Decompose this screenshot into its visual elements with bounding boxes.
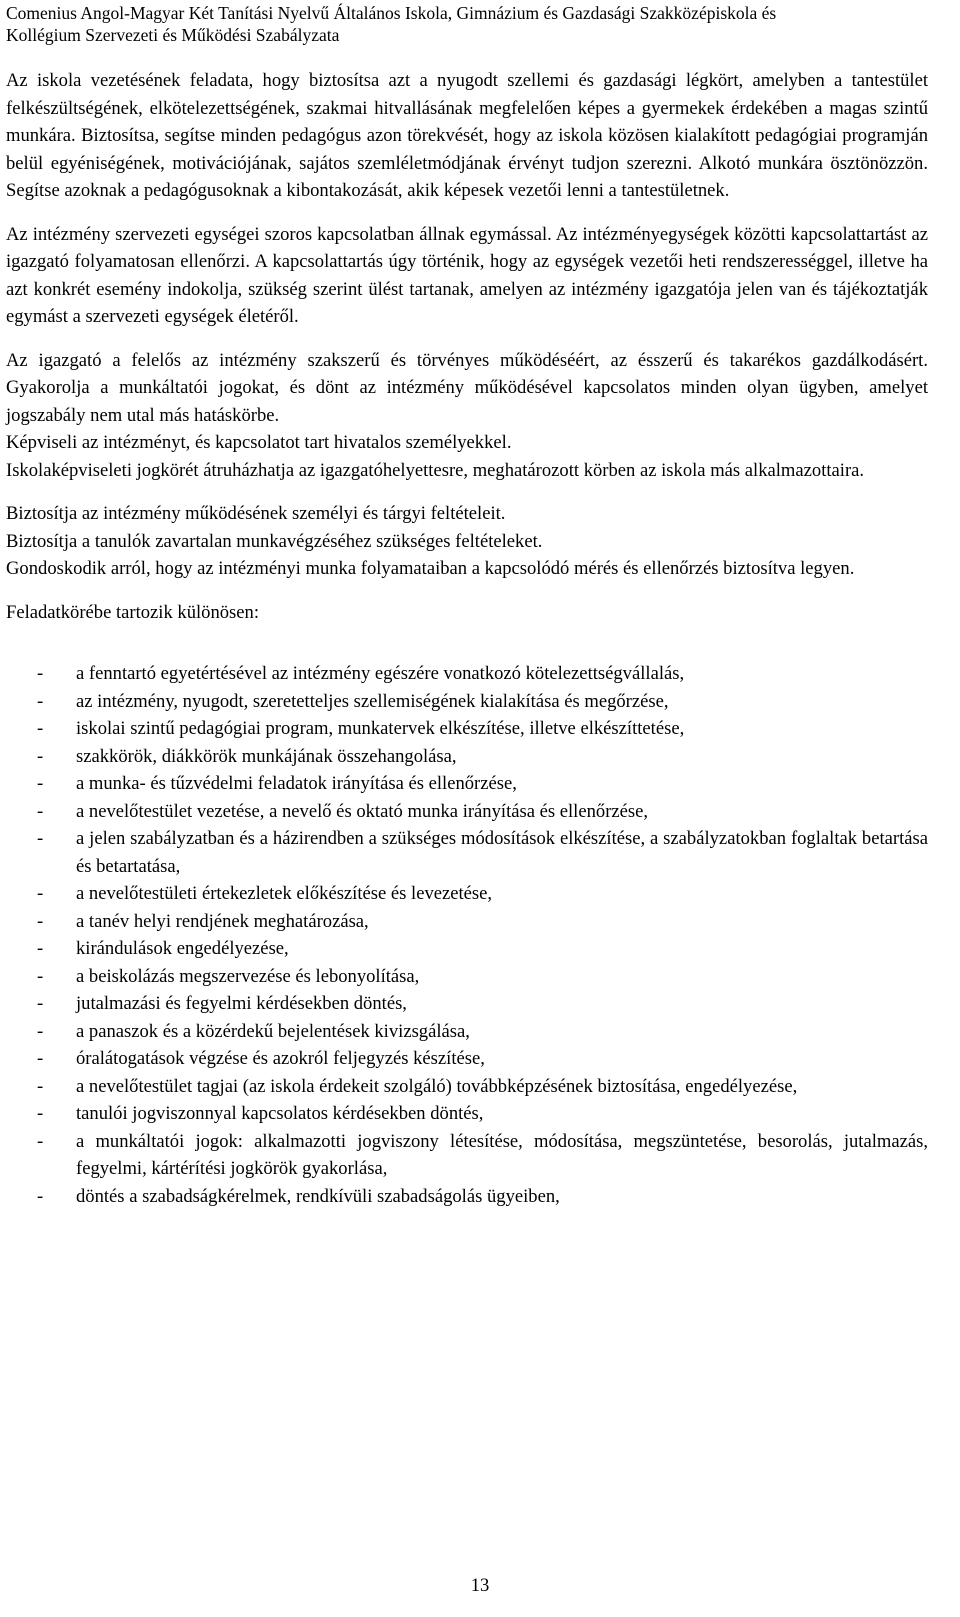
paragraph-organizational-units: Az intézmény szervezeti egységei szoros kapcsolatban állnak egymással. Az intézményegységek közötti kapcsolattartást az igazgató folyamatosan ellenőrzi. A kapcsolattartás úgy történik, hogy az egységek vezetői heti rendszerességgel, illetve ha azt konkrét esemény indokolja, szükség szerint ülést tartanak, amelyen az intézmény igazgatója jelen van és tájékoztatják egymást a szervezeti egységek életéről. [6,223,928,327]
list-bullet: - [37,718,44,739]
list-item-text: a beiskolázás megszervezése és lebonyolítása, [76,965,420,987]
list-item [6,715,928,743]
list-bullet: - [37,910,44,932]
list-bullet: - [37,690,44,712]
list-bullet: - [37,1075,44,1097]
list-item-text: az intézmény, nyugodt, szeretetteljes szellemiségének kialakítása és megőrzése, [76,690,669,712]
header-line-2: Kollégium Szervezeti és Működési Szabályzata [6,25,340,45]
list-item-text: döntés a szabadságkérelmek, rendkívüli szabadságolás ügyeiben, [76,1185,560,1207]
list-item [6,660,928,688]
tasks-heading: Feladatkörébe tartozik különösen: [6,601,260,623]
page-number: 13 [470,1575,490,1596]
list-item-text: a nevelőtestületi értekezletek előkészítése és levezetése, [76,883,493,904]
list-item [6,1018,928,1046]
paragraph-group-conditions [6,500,928,583]
list-item-text: a jelen szabályzatban és a házirendben a szükséges módosítások elkészítése, a szabályzatokban foglaltak betartása és betartatása, [76,828,928,877]
list-item-text: a munka- és tűzvédelmi feladatok irányítása és ellenőrzése, [76,773,517,794]
list-item-text: tanulói jogviszonnyal kapcsolatos kérdésekben döntés, [76,1103,484,1124]
list-item [6,935,928,963]
list-bullet: - [37,1048,44,1069]
list-bullet: - [37,800,44,822]
list-item [6,743,928,771]
list-item-text: iskolai szintű pedagógiai program, munkatervek elkészítése, illetve elkészíttetése, [76,718,685,739]
list-item [6,1045,928,1073]
list-item [6,1100,928,1128]
list-item [6,908,928,936]
list-item-text: jutalmazási és fegyelmi kérdésekben döntés, [76,993,407,1014]
paragraph-delegation: Iskolaképviseleti jogkörét átruházhatja az igazgatóhelyettesre, meghatározott körben az iskola más alkalmazottaira. [6,459,865,481]
task-list [6,660,928,1210]
list-item-text: a tanév helyi rendjének meghatározása, [76,910,369,932]
list-item-text: a fenntartó egyetértésével az intézmény egészére vonatkozó kötelezettségvállalás, [76,663,685,684]
header-line-1: Comenius Angol-Magyar Két Tanítási Nyelvű Általános Iskola, Gimnázium és Gazdasági Szakközépiskola és [6,3,777,23]
list-item [6,990,928,1018]
list-item [6,1073,928,1101]
list-bullet: - [37,1130,44,1152]
list-item-text: a nevelőtestület tagjai (az iskola érdekeit szolgáló) továbbképzésének biztosítása, engedélyezése, [76,1075,798,1097]
list-item [6,1183,928,1211]
list-bullet: - [37,1103,44,1124]
list-item-text: a nevelőtestület vezetése, a nevelő és oktató munka irányítása és ellenőrzése, [76,800,649,822]
list-bullet: - [37,883,44,904]
list-item [6,1128,928,1183]
document-body [6,67,928,1210]
list-item [6,880,928,908]
list-item [6,825,928,880]
list-item [6,688,928,716]
list-bullet: - [37,1020,44,1042]
list-item-text: kirándulások engedélyezése, [76,938,289,959]
paragraph-representation: Képviseli az intézményt, és kapcsolatot tart hivatalos személyekkel. [6,432,512,453]
list-bullet: - [37,828,44,849]
list-item [6,770,928,798]
paragraph-director-responsibility: Az igazgató a felelős az intézmény szakszerű és törvényes működéséért, az ésszerű és takarékos gazdálkodásért. Gyakorolja a munkáltatói jogokat, és dönt az intézmény működésével kapcsolatos minden olyan ügyben, amelyet jogszabály nem utal más hatáskörbe. [6,349,928,426]
paragraph-conditions-students: Biztosítja a tanulók zavartalan munkavégzéséhez szükséges feltételeket. [6,530,543,552]
paragraph-group-director-responsibility [6,347,928,485]
paragraph-conditions-personal: Biztosítja az intézmény működésének személyi és tárgyi feltételeit. [6,503,506,524]
list-item-text: a munkáltatói jogok: alkalmazotti jogviszony létesítése, módosítása, megszüntetése, besorolás, jutalmazás, fegyelmi, kártérítési jogkörök gyakorlása, [76,1130,928,1179]
list-bullet: - [37,773,44,794]
list-bullet: - [37,1185,44,1207]
list-bullet: - [37,993,44,1014]
list-bullet: - [37,938,44,959]
paragraph-measurement: Gondoskodik arról, hogy az intézményi munka folyamataiban a kapcsolódó mérés és ellenőrzés biztosítva legyen. [6,558,855,579]
list-item [6,798,928,826]
list-bullet: - [37,745,44,767]
list-item [6,963,928,991]
list-item-text: óralátogatások végzése és azokról feljegyzés készítése, [76,1048,485,1069]
list-bullet: - [37,965,44,987]
list-bullet: - [37,663,44,684]
page-header [6,2,946,46]
list-item-text: szakkörök, diákkörök munkájának összehangolása, [76,745,457,767]
list-item-text: a panaszok és a közérdekű bejelentések kivizsgálása, [76,1020,470,1042]
paragraph-leadership-task: Az iskola vezetésének feladata, hogy biztosítsa azt a nyugodt szellemi és gazdasági légkört, amelyben a tantestület felkészültségének, elkötelezettségének, szakmai hitvallásának megfelelően képes a gyermekek érdekében a magas szintű munkára. Biztosítsa, segítse minden pedagógus azon törekvését, hogy az iskola közösen kialakított pedagógiai programján belül egyéniségének, motivációjának, sajátos szemléletmódjának érvényt tudjon szerezni. Alkotó munkára ösztönözzön. Segítse azoknak a pedagógusoknak a kibontakozását, akik képesek vezetői lenni a tantestületnek. [6,70,928,201]
